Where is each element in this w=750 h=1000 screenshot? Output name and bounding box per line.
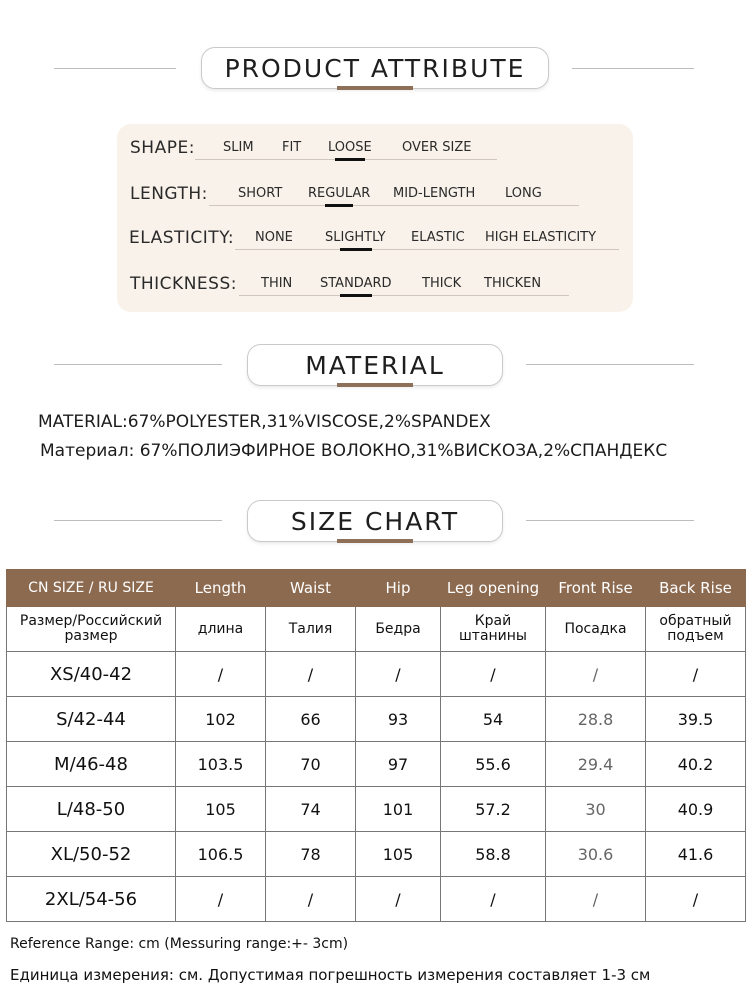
measure-cell: /: [646, 652, 746, 697]
section-title-material: [247, 344, 503, 386]
measure-cell: 74: [266, 787, 356, 832]
measure-cell: /: [546, 877, 646, 922]
measure-cell: 41.6: [646, 832, 746, 877]
table-row: [7, 787, 746, 832]
column-subheader: Талия: [266, 607, 356, 652]
attribute-option: OVER SIZE: [402, 140, 472, 155]
measure-cell: 28.8: [546, 697, 646, 742]
measure-cell: /: [646, 877, 746, 922]
size-cell: L/48-50: [7, 787, 176, 832]
column-subheader: Бедра: [356, 607, 441, 652]
attribute-label: ELASTICITY:: [129, 228, 235, 248]
table-header-row: [7, 570, 746, 607]
attribute-option: SHORT: [238, 186, 283, 201]
measure-cell: 103.5: [176, 742, 266, 787]
attribute-row-line: [239, 295, 569, 296]
attribute-option: ELASTIC: [411, 230, 465, 245]
measure-cell: 30.6: [546, 832, 646, 877]
divider-line: [54, 68, 176, 69]
attribute-row-line: [209, 205, 579, 206]
selected-option-marker: [340, 248, 372, 251]
section-title-size-chart: [247, 500, 503, 542]
divider-line: [526, 364, 694, 365]
attribute-option: SLIGHTLY: [325, 230, 386, 245]
attribute-row-line: [235, 249, 619, 250]
table-row: [7, 697, 746, 742]
measure-cell: /: [266, 652, 356, 697]
measure-cell: 101: [356, 787, 441, 832]
measure-cell: 70: [266, 742, 356, 787]
size-chart-table: [6, 569, 746, 922]
measure-cell: /: [356, 877, 441, 922]
measure-cell: /: [356, 652, 441, 697]
table-row: [7, 652, 746, 697]
column-subheader: Посадка: [546, 607, 646, 652]
title-underbar: [337, 86, 413, 90]
divider-line: [526, 520, 694, 521]
reference-note-en: Reference Range: cm (Messuring range:+- 3cm): [10, 936, 349, 952]
attribute-option: THICK: [422, 276, 462, 291]
attribute-label: SHAPE:: [130, 138, 195, 158]
measure-cell: /: [441, 877, 546, 922]
attribute-panel: [117, 124, 633, 312]
column-subheader: Край штанины: [441, 607, 546, 652]
measure-cell: /: [441, 652, 546, 697]
measure-cell: 66: [266, 697, 356, 742]
measure-cell: /: [546, 652, 646, 697]
column-header: Waist: [266, 570, 356, 607]
table-subheader-row: [7, 607, 746, 652]
column-subheader: обратный подъем: [646, 607, 746, 652]
measure-cell: 39.5: [646, 697, 746, 742]
column-header: Front Rise: [546, 570, 646, 607]
measure-cell: 105: [176, 787, 266, 832]
section-title-text: PRODUCT ATTRIBUTE: [224, 53, 526, 83]
measure-cell: /: [176, 877, 266, 922]
measure-cell: 40.9: [646, 787, 746, 832]
measure-cell: 58.8: [441, 832, 546, 877]
attribute-option: THICKEN: [484, 276, 542, 291]
attribute-option: MID-LENGTH: [393, 186, 476, 201]
selected-option-marker: [325, 204, 353, 207]
section-title-product-attribute: [201, 47, 549, 89]
reference-note-ru: Единица измерения: см. Допустимая погрешность измерения составляет 1-3 см: [10, 966, 651, 984]
size-cell: XL/50-52: [7, 832, 176, 877]
divider-line: [54, 520, 222, 521]
column-header: Leg opening: [441, 570, 546, 607]
measure-cell: 29.4: [546, 742, 646, 787]
selected-option-marker: [340, 294, 372, 297]
title-underbar: [337, 539, 413, 543]
attribute-label: THICKNESS:: [130, 274, 237, 294]
measure-cell: 102: [176, 697, 266, 742]
size-cell: XS/40-42: [7, 652, 176, 697]
section-title-text: MATERIAL: [305, 350, 445, 380]
column-subheader: Размер/Российский размер: [7, 607, 176, 652]
measure-cell: 55.6: [441, 742, 546, 787]
attribute-label: LENGTH:: [130, 184, 208, 204]
attribute-option: FIT: [282, 140, 302, 155]
attribute-option: SLIM: [223, 140, 254, 155]
attribute-option: NONE: [255, 230, 293, 245]
measure-cell: 40.2: [646, 742, 746, 787]
section-title-text: SIZE CHART: [290, 506, 460, 536]
size-cell: M/46-48: [7, 742, 176, 787]
column-header: Length: [176, 570, 266, 607]
divider-line: [572, 68, 694, 69]
size-cell: S/42-44: [7, 697, 176, 742]
size-cell: 2XL/54-56: [7, 877, 176, 922]
attribute-option: REGULAR: [308, 186, 371, 201]
attribute-option: THIN: [261, 276, 293, 291]
measure-cell: 54: [441, 697, 546, 742]
attribute-option: STANDARD: [320, 276, 392, 291]
measure-cell: 105: [356, 832, 441, 877]
title-underbar: [337, 383, 413, 387]
material-line-ru: Материал: 67%ПОЛИЭФИРНОЕ ВОЛОКНО,31%ВИСКОЗА,2%СПАНДЕКС: [40, 441, 668, 461]
column-header: CN SIZE / RU SIZE: [7, 570, 176, 607]
measure-cell: 78: [266, 832, 356, 877]
measure-cell: 57.2: [441, 787, 546, 832]
measure-cell: /: [266, 877, 356, 922]
divider-line: [54, 364, 222, 365]
attribute-option: HIGH ELASTICITY: [485, 230, 597, 245]
measure-cell: 93: [356, 697, 441, 742]
attribute-option: LOOSE: [328, 140, 372, 155]
measure-cell: 106.5: [176, 832, 266, 877]
column-header: Back Rise: [646, 570, 746, 607]
column-header: Hip: [356, 570, 441, 607]
table-row: [7, 877, 746, 922]
column-subheader: длина: [176, 607, 266, 652]
selected-option-marker: [335, 158, 365, 161]
measure-cell: 97: [356, 742, 441, 787]
measure-cell: /: [176, 652, 266, 697]
material-line-en: MATERIAL:67%POLYESTER,31%VISCOSE,2%SPANDEX: [38, 412, 491, 432]
attribute-option: LONG: [505, 186, 542, 201]
measure-cell: 30: [546, 787, 646, 832]
table-row: [7, 742, 746, 787]
table-row: [7, 832, 746, 877]
